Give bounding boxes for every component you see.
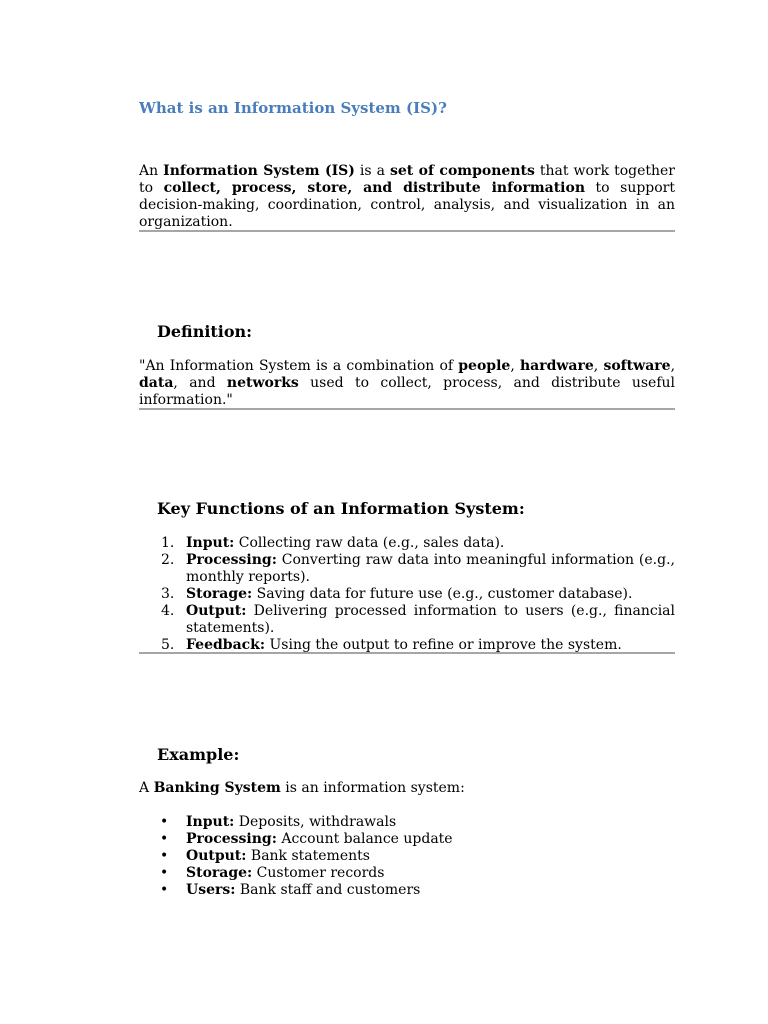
definition-heading: Definition:	[157, 322, 253, 341]
example-list	[139, 814, 675, 899]
list-item	[139, 882, 675, 899]
example-item-term: Output:	[186, 848, 247, 864]
definition-text: "An Information System is a combination of	[139, 358, 459, 374]
bullet-icon: •	[160, 865, 169, 881]
example-item-term: Users:	[186, 882, 236, 898]
intro-text: An	[139, 163, 164, 179]
example-item-desc: Bank staff and customers	[235, 882, 421, 898]
definition-text: ,	[593, 358, 604, 374]
example-heading: Example:	[157, 745, 240, 764]
function-term: Storage:	[186, 586, 253, 602]
list-item	[139, 586, 675, 603]
list-item	[139, 831, 675, 848]
function-term: Feedback:	[186, 637, 266, 653]
definition-term: networks	[226, 375, 299, 391]
intro-text: to support decision-making, coordination, control, analysis, and visualization in an organization.	[139, 180, 676, 230]
definition-text: used to collect, process, and distribute useful information."	[139, 375, 675, 408]
function-term: Output:	[186, 603, 247, 619]
example-item-desc: Deposits, withdrawals	[234, 814, 397, 830]
example-item-desc: Bank statements	[246, 848, 370, 864]
list-item	[139, 865, 675, 882]
horizontal-rule	[139, 652, 675, 654]
example-text: A	[139, 780, 154, 796]
function-desc: Using the output to refine or improve the system.	[265, 637, 622, 653]
list-number: 5.	[161, 637, 175, 653]
definition-text: ,	[670, 358, 676, 374]
definition-text: ,	[510, 358, 520, 374]
function-desc: Delivering processed information to users (e.g., financial statements).	[186, 603, 675, 636]
bullet-icon: •	[160, 814, 169, 830]
list-number: 3.	[161, 586, 175, 602]
function-desc: Collecting raw data (e.g., sales data).	[234, 535, 505, 551]
example-text: is an information system:	[280, 780, 465, 796]
intro-text: is a	[354, 163, 390, 179]
function-term: Input:	[186, 535, 235, 551]
list-item	[139, 848, 675, 865]
list-number: 2.	[161, 552, 175, 568]
definition-text: , and	[173, 375, 227, 391]
function-desc: Converting raw data into meaningful information (e.g., monthly reports).	[186, 552, 675, 585]
list-number: 1.	[161, 535, 175, 551]
example-item-term: Processing:	[186, 831, 277, 847]
intro-term: collect, process, store, and distribute information	[163, 180, 586, 196]
function-desc: Saving data for future use (e.g., customer database).	[252, 586, 633, 602]
definition-term: hardware	[519, 358, 594, 374]
horizontal-rule	[139, 408, 675, 410]
definition-paragraph	[139, 358, 675, 409]
definition-term: software	[603, 358, 671, 374]
intro-term: Information System (IS)	[163, 163, 355, 179]
function-term: Processing:	[186, 552, 277, 568]
example-intro	[139, 780, 675, 797]
list-item	[139, 552, 675, 586]
bullet-icon: •	[160, 882, 169, 898]
list-item	[139, 535, 675, 552]
intro-term: set of components	[389, 163, 535, 179]
list-number: 4.	[161, 603, 175, 619]
functions-heading: Key Functions of an Information System:	[157, 499, 525, 518]
intro-text: that work together to	[139, 163, 676, 196]
example-item-term: Storage:	[186, 865, 253, 881]
page-title: What is an Information System (IS)?	[139, 99, 447, 117]
definition-term: data	[139, 375, 174, 391]
example-item-desc: Account balance update	[276, 831, 453, 847]
example-item-term: Input:	[186, 814, 235, 830]
example-item-desc: Customer records	[252, 865, 385, 881]
bullet-icon: •	[160, 831, 169, 847]
horizontal-rule	[139, 230, 675, 232]
definition-term: people	[458, 358, 511, 374]
functions-list	[139, 535, 675, 654]
bullet-icon: •	[160, 848, 169, 864]
list-item	[139, 603, 675, 637]
intro-paragraph	[139, 163, 675, 231]
example-term: Banking System	[153, 780, 281, 796]
list-item	[139, 814, 675, 831]
